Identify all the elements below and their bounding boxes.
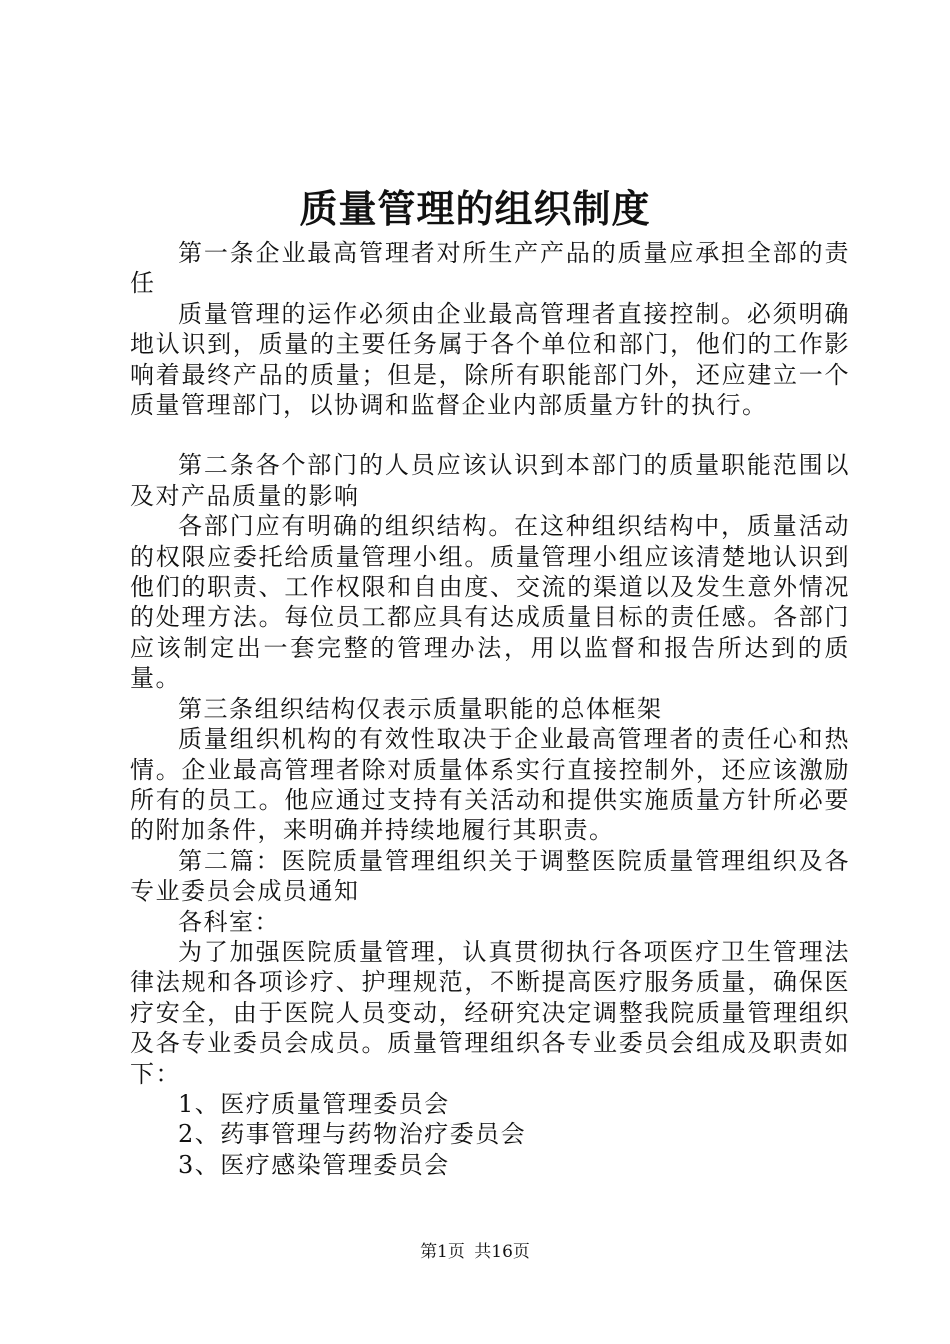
page-total: 共16页 (474, 1242, 530, 1262)
paragraph-article-1-body: 质量管理的运作必须由企业最高管理者直接控制。必须明确地认识到，质量的主要任务属于各个单位和部门，他们的工作影响着最终产品的质量；但是，除所有职能部门外，还应建立一个质量管理部门，以协调和监督企业内部质量方针的执行。 (130, 299, 850, 420)
list-item-committee-2: 2、药事管理与药物治疗委员会 (178, 1120, 527, 1149)
page-number: 第1页 (420, 1242, 465, 1262)
document-body (130, 238, 850, 1180)
paragraph-article-2-body: 各部门应有明确的组织结构。在这种组织结构中，质量活动的权限应委托给质量管理小组。质量管理小组应该清楚地认识到他们的职责、工作权限和自由度、交流的渠道以及发生意外情况的处理方法。每位员工都应具有达成质量目标的责任感。各部门应该制定出一套完整的管理办法，用以监督和报告所达到的质量。 (130, 512, 850, 693)
paragraph-notice-body: 为了加强医院质量管理，认真贯彻执行各项医疗卫生管理法律法规和各项诊疗、护理规范，不断提高医疗服务质量，确保医疗安全，由于医院人员变动，经研究决定调整我院质量管理组织及各专业委员会成员。质量管理组织各专业委员会组成及职责如下： (130, 937, 850, 1088)
page-footer (0, 1240, 950, 1264)
paragraph-article-3-body: 质量组织机构的有效性取决于企业最高管理者的责任心和热情。企业最高管理者除对质量体系实行直接控制外，还应该激励所有的员工。他应通过支持有关活动和提供实施质量方针所必要的附加条件，来明确并持续地履行其职责。 (130, 725, 850, 845)
paragraph-salutation: 各科室： (178, 907, 280, 936)
paragraph-chapter-2-heading: 第二篇：医院质量管理组织关于调整医院质量管理组织及各专业委员会成员通知 (130, 846, 850, 906)
paragraph-article-1: 第一条企业最高管理者对所生产产品的质量应承担全部的责任 (130, 239, 850, 298)
paragraph-spacer (130, 420, 850, 450)
paragraph-article-2: 第二条各个部门的人员应该认识到本部门的质量职能范围以及对产品质量的影响 (130, 451, 850, 510)
list-item-committee-3: 3、医疗感染管理委员会 (178, 1150, 450, 1179)
list-item-committee-1: 1、医疗质量管理委员会 (178, 1089, 450, 1118)
document-title: 质量管理的组织制度 (299, 186, 651, 231)
paragraph-article-3: 第三条组织结构仅表示质量职能的总体框架 (178, 694, 663, 723)
